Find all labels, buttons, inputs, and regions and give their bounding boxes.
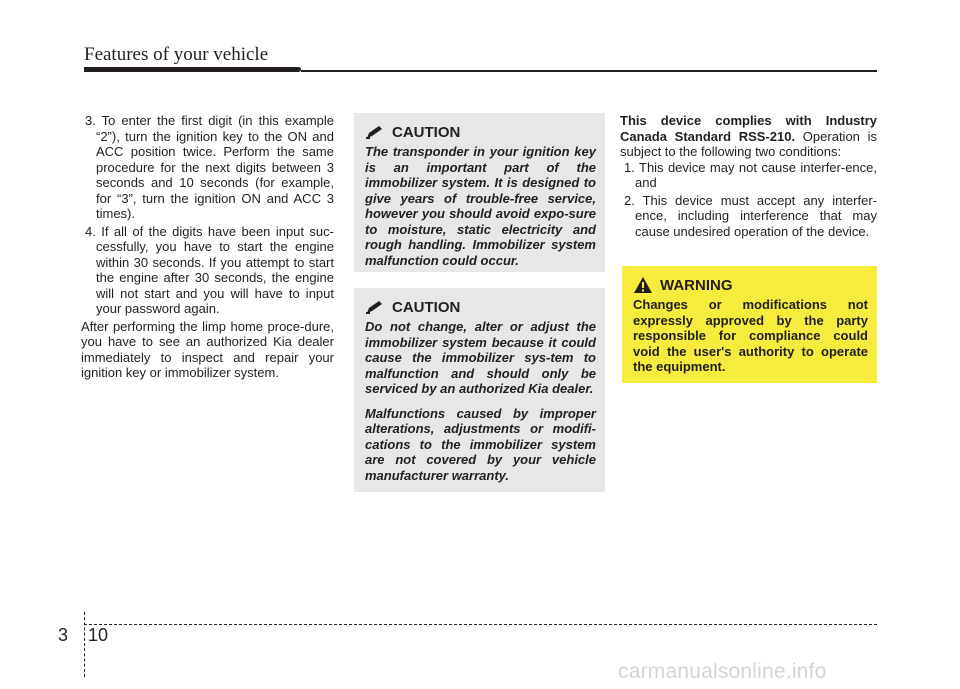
caution-title: CAUTION xyxy=(392,123,461,141)
compliance-intro xyxy=(620,113,877,160)
footer-divider xyxy=(84,612,85,677)
step-4: 4. If all of the digits have been input suc-cessfully, you have to start the engine within 30 seconds. If you attempt to start the engine after 30 seconds, the engine will not start and you will have to input your password again. xyxy=(85,223,334,316)
warning-text: Changes or modifications not expressly approved by the party responsible for compliance could void the user's authority to operate the equipment. xyxy=(633,297,868,374)
pencil-icon xyxy=(365,125,385,139)
left-column xyxy=(81,113,334,381)
header-rule xyxy=(301,70,877,72)
condition-2: 2. This device must accept any interfer-ence, including interference that may cause undesired operation of the device. xyxy=(624,192,877,239)
page-number: 10 xyxy=(88,625,109,645)
pencil-icon xyxy=(365,300,385,314)
condition-1: 1. This device may not cause interfer-ence, and xyxy=(624,159,877,190)
warning-triangle-icon xyxy=(633,276,653,294)
header-bar xyxy=(84,67,301,72)
caution-text-2: Malfunctions caused by improper alterations, adjustments or modifi-cations to the immobilizer system are not covered by your vehicle manufacturer warranty. xyxy=(365,405,596,483)
caution-text-1: Do not change, alter or adjust the immobilizer system because it could cause the immobilizer sys-tem to malfunction and should only be serviced by an authorized Kia dealer. xyxy=(365,319,596,396)
caution-box-transponder xyxy=(354,113,605,272)
right-column xyxy=(620,113,877,239)
warning-box xyxy=(622,266,877,383)
compliance-intro-bold: This device complies with Industry Canada Standard RSS-210. xyxy=(620,113,877,144)
page-header-title: Features of your vehicle xyxy=(84,44,269,65)
caution-text: The transponder in your ignition key is an important part of the immobilizer system. It is designed to give years of trouble-free service, however you should avoid expo-sure to moisture, static electricity and rough handling. Immobilizer system malfunction could occur. xyxy=(365,144,596,268)
warning-title: WARNING xyxy=(660,276,733,294)
watermark: carmanualsonline.info xyxy=(618,660,827,683)
footer-rule xyxy=(84,624,877,625)
caution-title: CAUTION xyxy=(392,298,461,316)
caution-box-immobilizer xyxy=(354,288,605,492)
caution-header xyxy=(365,297,596,317)
step-3: 3. To enter the first digit (in this example “2”), turn the ignition key to the ON and ACC position twice. Perform the same procedure for the next digits between 3 seconds and 10 seconds (for example, for “3”, turn the ignition ON and ACC 3 times). xyxy=(85,113,334,221)
limp-home-paragraph: After performing the limp home proce-dure, you have to see an authorized Kia dealer immediately to inspect and repair your ignition key or immobilizer system. xyxy=(81,318,334,380)
caution-header xyxy=(365,122,596,142)
compliance-intro-rest: Operation is subject to the following two conditions: xyxy=(620,128,877,159)
warning-header xyxy=(633,275,868,295)
page-section-number: 3 xyxy=(58,625,69,645)
